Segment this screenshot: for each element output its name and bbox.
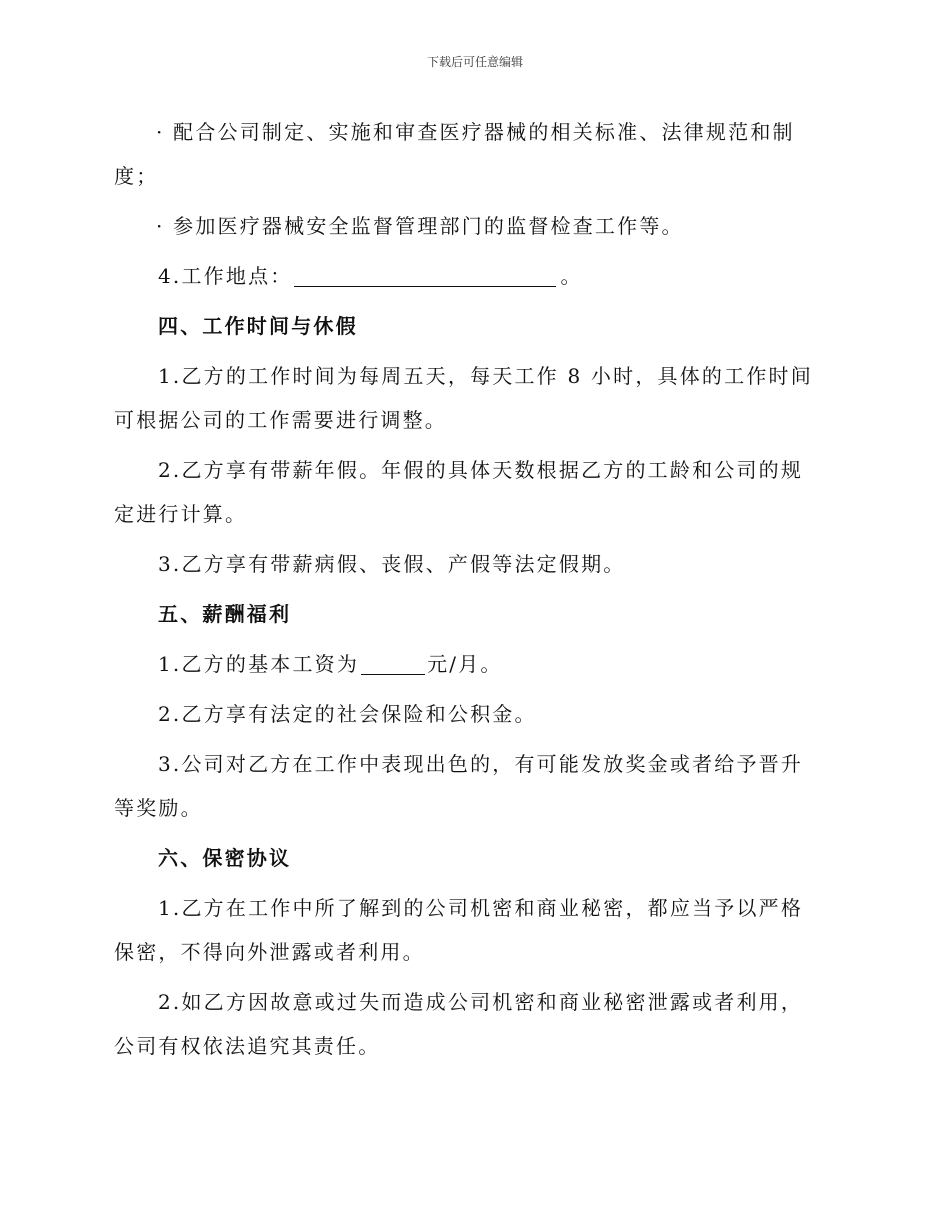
clause-item: 1.乙方在工作中所了解到的公司机密和商业秘密，都应当予以严格保密，不得向外泄露或者利用。: [114, 896, 804, 964]
bullet-item: · 参加医疗器械安全监督管理部门的监督检查工作等。: [156, 214, 684, 238]
page-header: 下载后可任意编辑: [426, 55, 523, 69]
clause-item: 3.乙方享有带薪病假、丧假、产假等法定假期。: [158, 552, 626, 576]
work-location-blank[interactable]: [294, 260, 556, 287]
section-heading-work-time: 四、工作时间与休假: [158, 314, 358, 338]
salary-blank[interactable]: [361, 648, 425, 675]
salary-unit: 元/月。: [427, 652, 503, 676]
clause-item: 2.乙方享有带薪年假。年假的具体天数根据乙方的工龄和公司的规定进行计算。: [114, 458, 804, 526]
work-location-item: [114, 254, 824, 298]
section-heading-salary: 五、薪酬福利: [158, 602, 292, 626]
work-location-label: 4.工作地点：: [158, 264, 293, 288]
clause-item: 2.乙方享有法定的社会保险和公积金。: [158, 702, 537, 726]
salary-label: 1.乙方的基本工资为: [158, 652, 360, 676]
bullet-item: · 配合公司制定、实施和审查医疗器械的相关标准、法律规范和制度；: [114, 120, 795, 188]
work-location-suffix: 。: [560, 264, 583, 288]
section-heading-confidentiality: 六、保密协议: [158, 846, 292, 870]
clause-item: 1.乙方的工作时间为每周五天，每天工作 8 小时，具体的工作时间可根据公司的工作需要进行调整。: [114, 364, 813, 432]
document-body: [114, 110, 824, 1074]
clause-item: 2.如乙方因故意或过失而造成公司机密和商业秘密泄露或者利用，公司有权依法追究其责任。: [114, 990, 804, 1058]
salary-item: [114, 642, 824, 686]
clause-item: 3.公司对乙方在工作中表现出色的，有可能发放奖金或者给予晋升等奖励。: [114, 752, 804, 820]
